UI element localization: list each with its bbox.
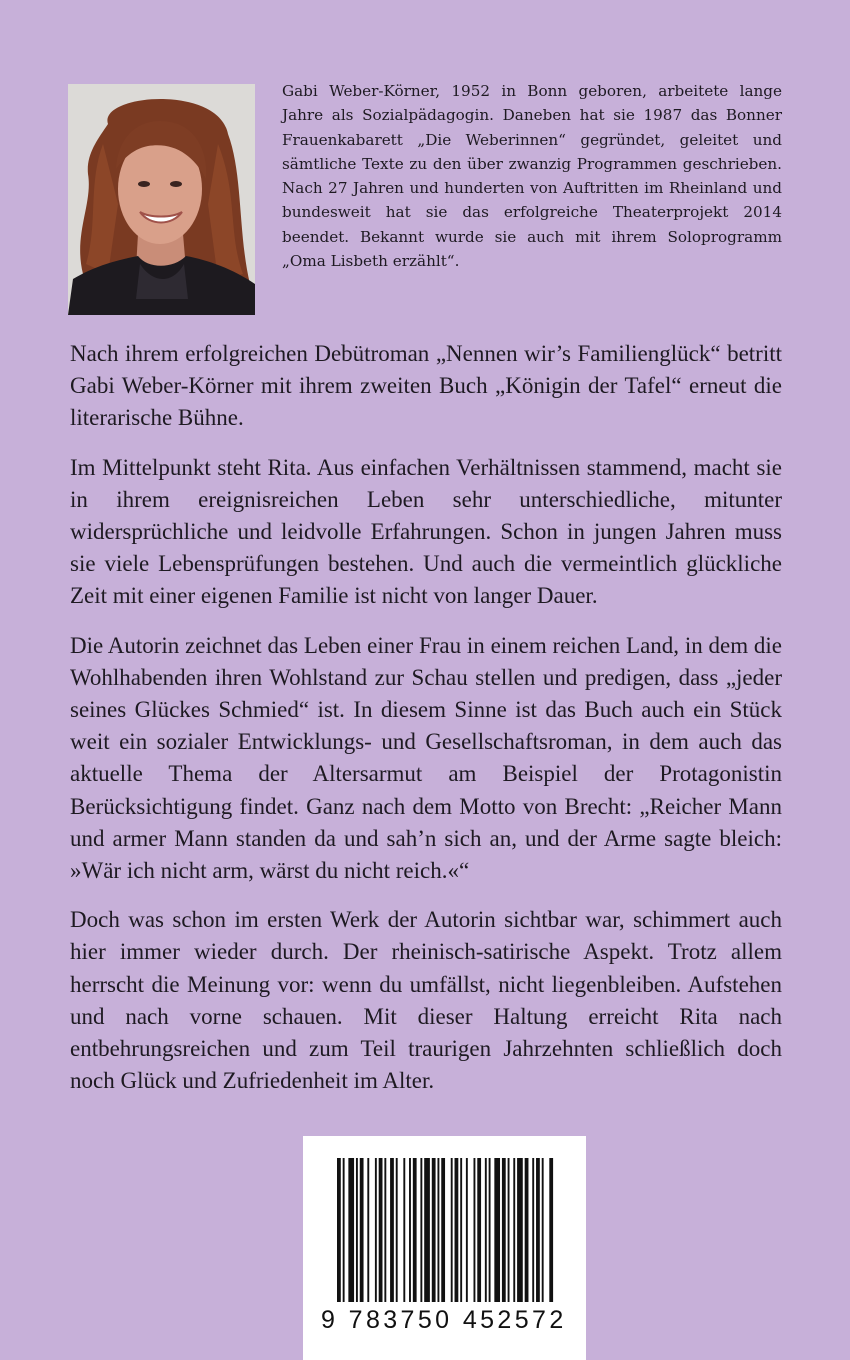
author-photo (68, 84, 255, 315)
isbn-digits: 9 783750 452572 (321, 1306, 567, 1334)
barcode-bar (432, 1158, 436, 1302)
barcode-bar (356, 1158, 358, 1302)
barcode-bar (409, 1158, 411, 1302)
barcode-bar (532, 1158, 534, 1302)
barcode-bar (542, 1158, 544, 1302)
barcode-bar (437, 1158, 439, 1302)
barcode-bar (494, 1158, 500, 1302)
barcode-bar (460, 1158, 462, 1302)
barcode-bar (420, 1158, 422, 1302)
barcode-bar (508, 1158, 510, 1302)
barcode-bar (379, 1158, 383, 1302)
barcode-bar (384, 1158, 386, 1302)
book-blurb (70, 338, 782, 1114)
barcode-bar (525, 1158, 529, 1302)
barcode-bar (348, 1158, 354, 1302)
barcode-bar (489, 1158, 491, 1302)
barcode-bar (375, 1158, 377, 1302)
barcode-bar (424, 1158, 430, 1302)
barcode-bar (337, 1158, 341, 1302)
barcode-bar (390, 1158, 394, 1302)
barcode-bar (403, 1158, 405, 1302)
barcode-bar (517, 1158, 523, 1302)
barcode-bar (536, 1158, 540, 1302)
blurb-paragraph: Nach ihrem erfolgreichen Debütroman „Nennen wir’s Familienglück“ betritt Gabi Weber-Körner mit ihrem zweiten Buch „Königin der Tafel“ erneut die literarische Bühne. (70, 341, 782, 431)
blurb-paragraph: Im Mittelpunkt steht Rita. Aus einfachen Verhältnissen stammend, macht sie in ihrem ereignisreichen Leben sehr unterschiedliche, mitunter widersprüchliche und leidvolle Erfahrungen. Schon in jungen Jahren muss sie viele Lebensprüfungen bestehen. Und auch die vermeintlich glückliche Zeit mit einer eigenen Familie ist nicht von langer Dauer. (70, 454, 782, 609)
barcode-bar (396, 1158, 398, 1302)
blurb-paragraph: Doch was schon im ersten Werk der Autorin sichtbar war, schimmert auch hier immer wieder durch. Der rheinisch-satirische Aspekt. Trotz allem herrscht die Meinung vor: wenn du umfällst, nicht liegenbleiben. Aufstehen und nach vorne schauen. Mit dieser Haltung erreicht Rita nach entbehrungsreichen und zum Teil traurigen Jahrzehnten schließlich doch noch Glück und Zufriedenheit im Alter. (70, 907, 782, 1094)
barcode-bar (451, 1158, 453, 1302)
barcode-bar (513, 1158, 515, 1302)
barcode-bar (441, 1158, 445, 1302)
blurb-paragraph: Die Autorin zeichnet das Leben einer Frau in einem reichen Land, in dem die Wohlhabenden ihren Wohlstand zur Schau stellen und predigen, dass „jeder seines Glückes Schmied“ ist. In diesem Sinne ist das Buch auch ein Stück weit ein sozialer Entwicklungs- und Gesellschaftsroman, in dem auch das aktuelle Thema der Altersarmut am Beispiel der Protagonistin Berücksichtigung findet. Ganz nach dem Motto von Brecht: „Reicher Mann und armer Mann standen da und sah’n sich an, und der Arme sagte bleich: »Wär ich nicht arm, wärst du nicht reich.«“ (70, 632, 782, 884)
barcode-bar (502, 1158, 506, 1302)
barcode-bar (485, 1158, 487, 1302)
barcode-bar (360, 1158, 364, 1302)
isbn-barcode (303, 1136, 586, 1360)
barcode-bars (337, 1158, 555, 1302)
barcode-bar (343, 1158, 345, 1302)
barcode-bar (549, 1158, 553, 1302)
author-bio: Gabi Weber-Körner, 1952 in Bonn geboren, arbeitete lange Jahre als Sozialpädagogin. Daneben hat sie 1987 das Bonner Frauenkabarett „Die Weberinnen“ gegründet, geleitet und sämtliche Texte zu den über zwanzig Programmen geschrieben. Nach 27 Jahren und hunderten von Auftritten im Rheinland und bundesweit hat sie das erfolgreiche Theaterprojekt 2014 beendet. Bekannt wurde sie auch mit ihrem Soloprogramm „Oma Lisbeth erzählt“. (282, 82, 782, 271)
barcode-bar (367, 1158, 369, 1302)
barcode-bar (413, 1158, 417, 1302)
barcode-bar (466, 1158, 468, 1302)
barcode-bar (477, 1158, 481, 1302)
barcode-bar (455, 1158, 459, 1302)
barcode-bar (473, 1158, 475, 1302)
